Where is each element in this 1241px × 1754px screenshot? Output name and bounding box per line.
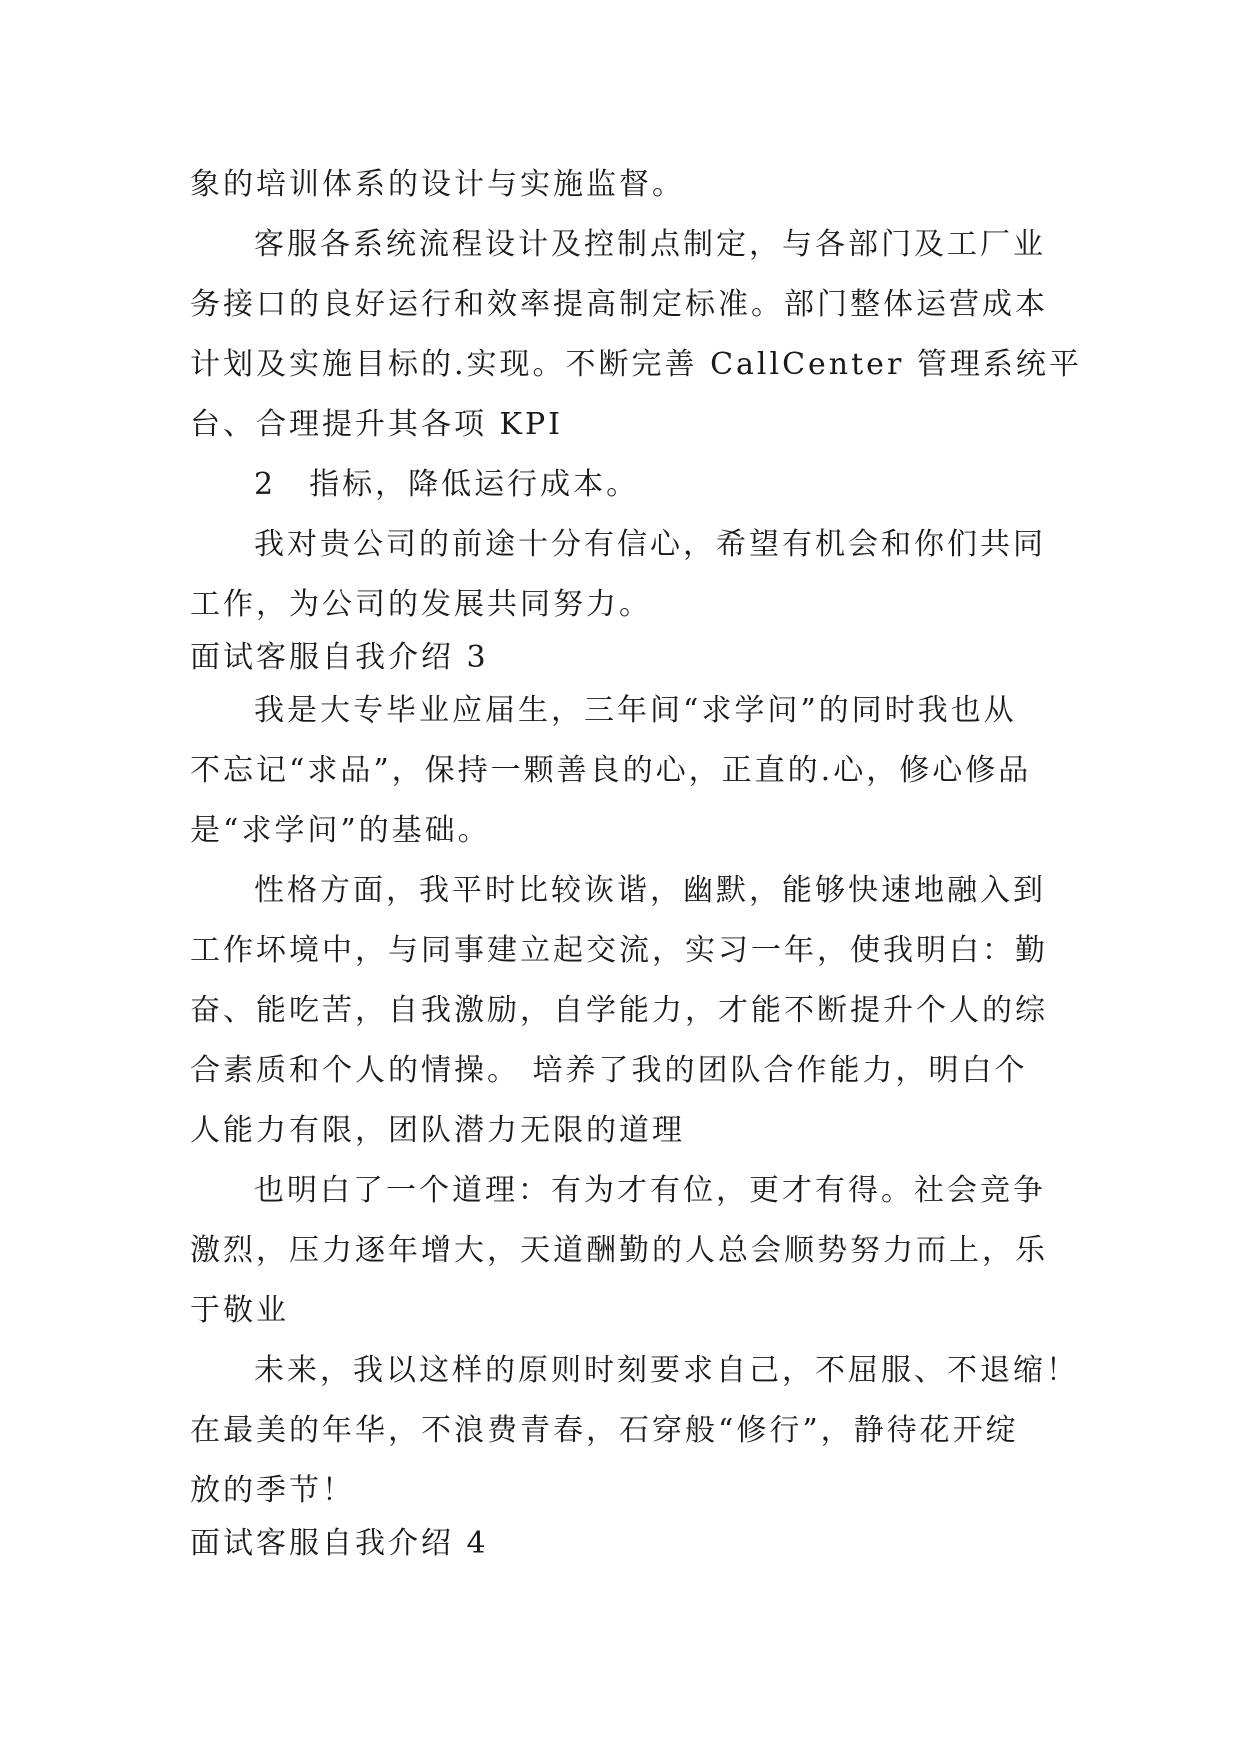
paragraph-line: 我是大专毕业应届生，三年间“求学问”的同时我也从 [254, 693, 1017, 728]
text-line: 务接口的良好运行和效率提高制定标准。部门整体运营成本 [190, 287, 1048, 322]
section-heading: 面试客服自我介绍 3 [190, 640, 489, 675]
paragraph-line: 未来，我以这样的原则时刻要求自己，不屈服、不退缩！ [254, 1353, 1079, 1388]
text-line: 台、合理提升其各项 KPI [190, 407, 563, 442]
text-line: 象的培训体系的设计与实施监督。 [190, 167, 685, 202]
text-line: 工作，为公司的发展共同努力。 [190, 587, 652, 622]
text-line: 合素质和个人的情操。 培养了我的团队合作能力，明白个 [190, 1053, 1028, 1088]
text-line: 放的季节！ [190, 1473, 355, 1508]
text-line: 人能力有限，团队潜力无限的道理 [190, 1113, 685, 1148]
text-line: 计划及实施目标的.实现。不断完善 CallCenter 管理系统平 [190, 347, 1082, 382]
section-heading: 面试客服自我介绍 4 [190, 1526, 489, 1561]
text-line: 工作坏境中，与同事建立起交流，实习一年，使我明白：勤 [190, 933, 1048, 968]
paragraph-line: 客服各系统流程设计及控制点制定，与各部门及工厂业 [254, 227, 1046, 262]
text-line: 在最美的年华，不浪费青春，石穿般“修行”，静待花开绽 [190, 1413, 1019, 1448]
paragraph-line: 性格方面，我平时比较诙谐，幽默，能够快速地融入到 [254, 873, 1046, 908]
text-line: 激烈，压力逐年增大，天道酬勤的人总会顺势努力而上，乐 [190, 1233, 1048, 1268]
text-line: 不忘记“求品”，保持一颗善良的心，正直的.心，修心修品 [190, 753, 1032, 788]
text-line: 奋、能吃苦，自我激励，自学能力，才能不断提升个人的综 [190, 993, 1048, 1028]
paragraph-line: 2 指标，降低运行成本。 [254, 467, 640, 502]
paragraph-line: 我对贵公司的前途十分有信心，希望有机会和你们共同 [254, 527, 1046, 562]
text-line: 于敬业 [190, 1293, 289, 1328]
paragraph-line: 也明白了一个道理：有为才有位，更才有得。社会竞争 [254, 1173, 1046, 1208]
document-page [190, 155, 1082, 1567]
text-line: 是“求学问”的基础。 [190, 813, 491, 848]
